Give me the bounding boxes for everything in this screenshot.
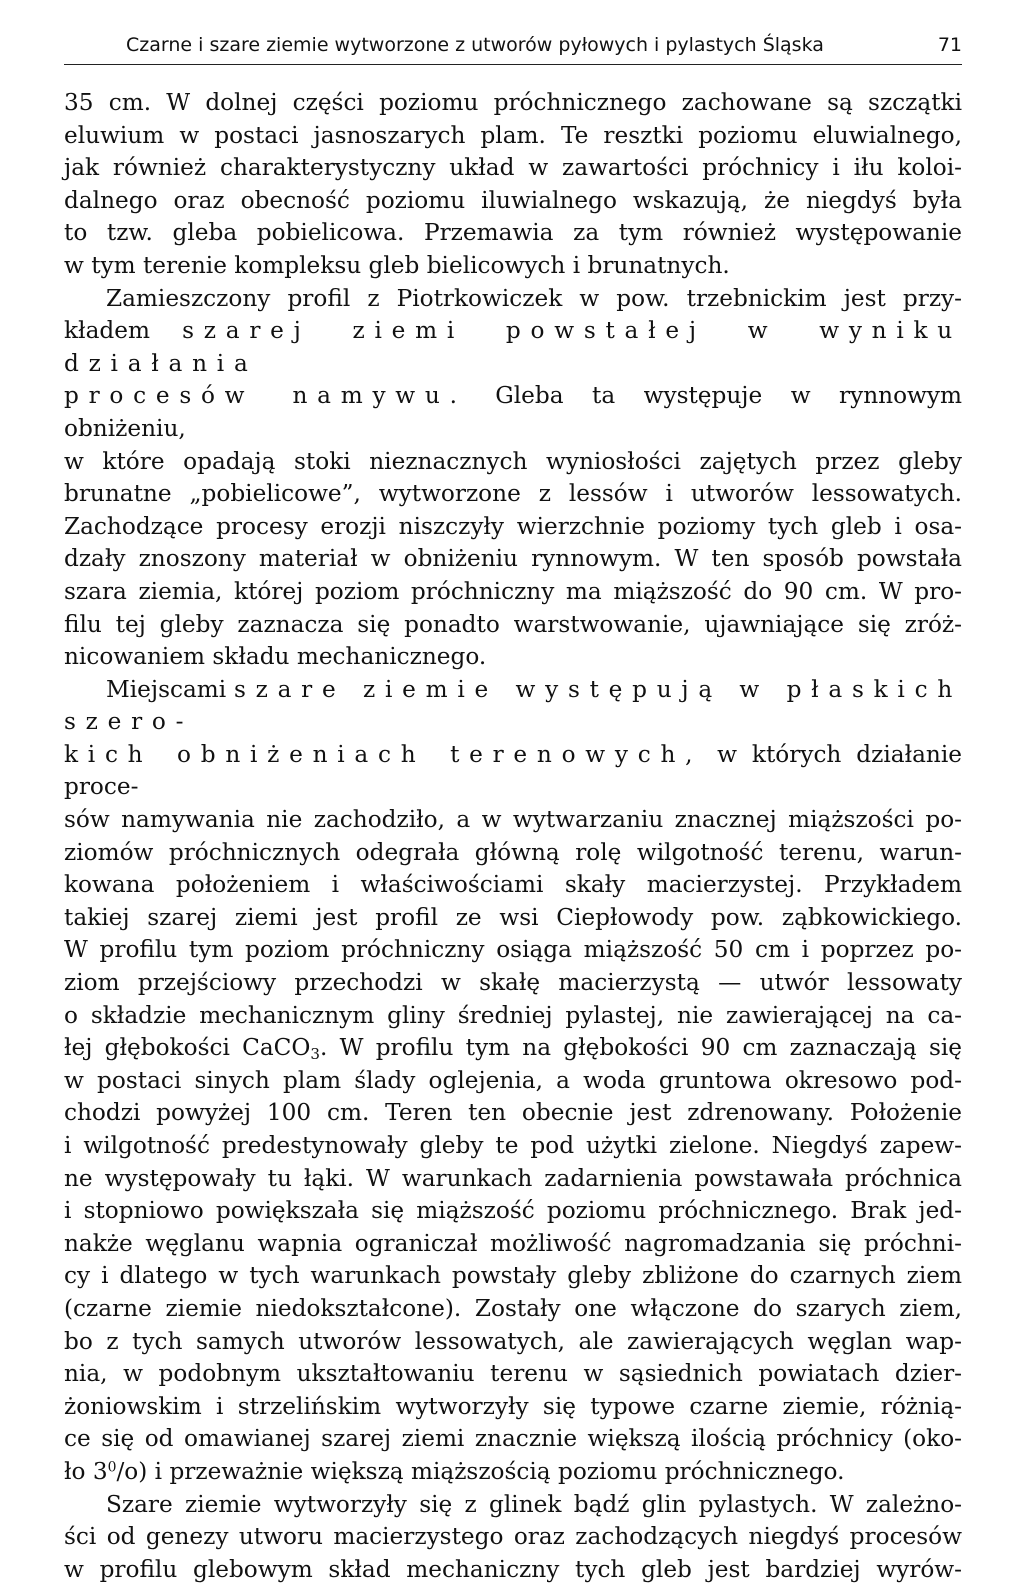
text-line: cy i dlatego w tych warunkach powstały gleby zbliżone do czarnych ziem <box>64 1262 962 1290</box>
text-line: takiej szarej ziemi jest profil ze wsi Ciepłowody pow. ząbkowickiego. <box>64 903 962 931</box>
text-line: sów namywania nie zachodziło, a w wytwarzaniu znacznej miąższości po- <box>64 806 962 834</box>
text-line: filu tej gleby zaznacza się ponadto warstwowanie, ujawniające się zróż- <box>64 610 962 638</box>
body-text <box>64 87 962 1586</box>
text-line: żoniowskim i strzelińskim wytworzyły się typowe czarne ziemie, różnią- <box>64 1392 962 1420</box>
text-fragment: kładem <box>64 317 183 345</box>
text-line: dzały znoszony materiał w obniżeniu rynnowym. W ten sposób powstała <box>64 545 962 573</box>
text-line: bo z tych samych utworów lessowatych, ale zawierających węglan wap- <box>64 1327 962 1355</box>
text-line: nicowaniem składu mechanicznego. <box>64 643 487 671</box>
text-line: ce się od omawianej szarej ziemi znacznie większą ilością próchnicy (oko- <box>64 1425 962 1453</box>
text-line: i stopniowo powiększała się miąższość poziomu próchnicznego. Brak jed- <box>64 1197 962 1225</box>
text-line: o składzie mechanicznym gliny średniej pylastej, nie zawierającej na ca- <box>64 1001 962 1029</box>
text-line: w tym terenie kompleksu gleb bielicowych i brunatnych. <box>64 251 730 279</box>
text-fragment: ło 3 <box>64 1457 108 1485</box>
paragraph-1 <box>64 87 962 283</box>
spaced-emphasis: kich obniżeniach terenowych, <box>64 740 703 768</box>
page-number: 71 <box>937 34 962 56</box>
text-line: nia, w podobnym ukształtowaniu terenu w sąsiednich powiatach dzier- <box>64 1360 962 1388</box>
text-line: brunatne „pobielicowe”, wytworzone z lessów i utworów lessowatych. <box>64 480 962 508</box>
text-line: dalnego oraz obecność poziomu iluwialnego wskazują, że niegdyś była <box>64 186 962 214</box>
text-line <box>64 1456 962 1489</box>
text-line <box>64 380 962 445</box>
text-line: (czarne ziemie niedokształcone). Zostały one włączone do szarych ziem, <box>64 1294 962 1322</box>
text-line <box>64 1032 962 1065</box>
text-line: jak również charakterystyczny układ w zawartości próchnicy i iłu koloi- <box>64 154 962 182</box>
text-line: szara ziemia, której poziom próchniczny ma miąższość do 90 cm. W pro- <box>64 577 962 605</box>
text-line: kowana położeniem i właściwościami skały macierzystej. Przykładem <box>64 871 962 899</box>
spaced-emphasis: szare ziemie występują w płaskich szero- <box>64 675 962 736</box>
spaced-emphasis: szarej ziemi powstałej w wyniku działania <box>64 317 962 377</box>
text-line: ści od genezy utworu macierzystego oraz zachodzących niegdyś procesów <box>64 1523 962 1551</box>
running-head <box>64 30 962 65</box>
text-line: Zachodzące procesy erozji niszczyły wierzchnie poziomy tych gleb i osa- <box>64 512 962 540</box>
text-line: w postaci sinych plam ślady oglejenia, a woda gruntowa okresowo pod- <box>64 1066 962 1094</box>
text-line: ne występowały tu łąki. W warunkach zadarnienia powstawała próchnica <box>64 1164 962 1192</box>
text-fragment: łej głębokości CaCO <box>64 1034 311 1062</box>
spaced-emphasis: procesów namywu. <box>64 382 467 410</box>
text-line: ziomów próchnicznych odegrała główną rolę wilgotność terenu, warun- <box>64 838 962 866</box>
text-fragment: Gleba ta występuje w rynnowym obniżeniu, <box>64 382 962 442</box>
text-line: ziom przejściowy przechodzi w skałę macierzystą — utwór lessowaty <box>64 969 962 997</box>
page <box>64 30 962 1586</box>
text-line: Zamieszczony profil z Piotrkowiczek w pow. trzebnickim jest przy- <box>106 284 962 312</box>
superscript: 0 <box>107 1459 117 1476</box>
text-line: 35 cm. W dolnej części poziomu próchnicznego zachowane są szczątki <box>64 89 962 116</box>
text-fragment: Miejscami <box>106 675 234 703</box>
text-line: Szare ziemie wytworzyły się z glinek bądź glin pylastych. W zależno- <box>106 1490 962 1518</box>
paragraph-2 <box>64 283 962 674</box>
running-title: Czarne i szare ziemie wytworzone z utworów pyłowych i pylastych Śląska <box>126 34 824 56</box>
text-line <box>64 674 962 739</box>
text-line: W profilu tym poziom próchniczny osiąga miąższość 50 cm i poprzez po- <box>64 936 962 964</box>
paragraph-4 <box>64 1489 962 1586</box>
text-line <box>64 739 962 804</box>
text-line: nakże węglanu wapnia ograniczał możliwość nagromadzania się próchni- <box>64 1229 962 1257</box>
subscript: 3 <box>310 1044 321 1063</box>
text-line: w profilu glebowym skład mechaniczny tych gleb jest bardziej wyrów- <box>64 1555 962 1583</box>
text-fragment: . W profilu tym na głębokości 90 cm zaznaczają się <box>320 1034 962 1062</box>
text-line: w które opadają stoki nieznacznych wyniosłości zajętych przez gleby <box>64 447 962 475</box>
text-fragment: w których działanie proce- <box>64 740 962 801</box>
text-line <box>64 315 962 380</box>
text-line: to tzw. gleba pobielicowa. Przemawia za tym również występowanie <box>64 219 962 247</box>
text-line: eluwium w postaci jasnoszarych plam. Te resztki poziomu eluwialnego, <box>64 121 962 149</box>
text-line: i wilgotność predestynowały gleby te pod użytki zielone. Niegdyś zapew- <box>64 1132 962 1159</box>
text-line: chodzi powyżej 100 cm. Teren ten obecnie jest zdrenowany. Położenie <box>64 1099 962 1127</box>
text-fragment: /o) i przeważnie większą miąższością poziomu próchnicznego. <box>116 1457 845 1485</box>
paragraph-3 <box>64 674 962 1489</box>
